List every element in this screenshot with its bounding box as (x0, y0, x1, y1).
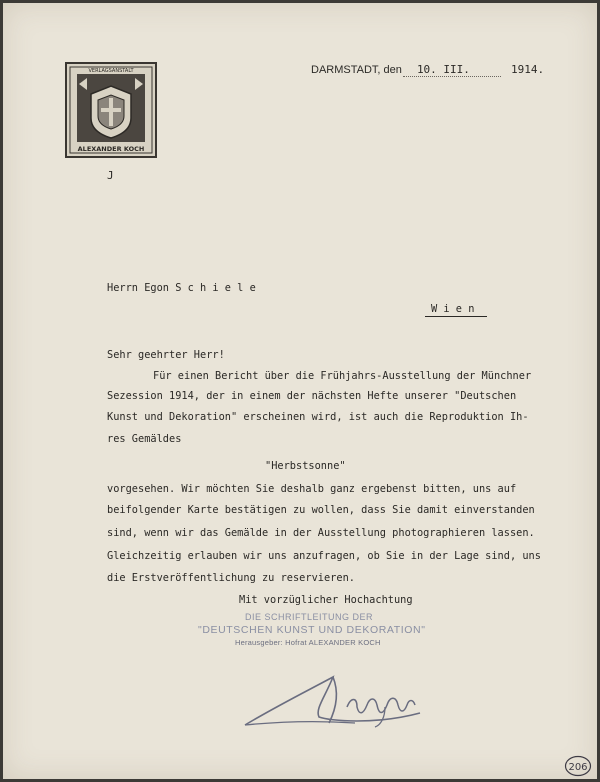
date-day: 10. III. (416, 63, 470, 76)
body-line: vorgesehen. Wir möchten Sie deshalb ganz ergebenst bitten, uns auf (107, 483, 517, 495)
body-line: Kunst und Dekoration" erscheinen wird, ist auch die Reproduktion Ih- (107, 411, 529, 423)
body-line: res Gemäldes (107, 433, 182, 445)
painting-title: "Herbstsonne" (265, 460, 346, 472)
recipient-city: W i e n (431, 303, 475, 315)
body-line: Für einen Bericht über die Frühjahrs-Ausstellung der Münchner (153, 370, 532, 382)
letterhead-place-date (311, 63, 544, 76)
stamp-line-1: DIE SCHRIFTLEITUNG DER (245, 612, 374, 622)
salutation: Sehr geehrter Herr! (107, 349, 225, 361)
body-line: beifolgender Karte bestätigen zu wollen, dass Sie damit einverstanden (107, 504, 535, 516)
body-line: Gleichzeitig erlauben wir uns anzufragen, ob Sie in der Lage sind, uns (107, 550, 541, 562)
date-dotted-line (403, 76, 501, 77)
stamp-line-3: Herausgeber: Hofrat ALEXANDER KOCH (235, 638, 381, 647)
handwritten-signature (235, 647, 435, 737)
city-underline (425, 316, 487, 317)
closing: Mit vorzüglicher Hochachtung (239, 594, 413, 606)
archive-number: 206 (568, 762, 588, 773)
reference-mark: J (107, 169, 114, 182)
recipient-name: Herrn Egon S c h i e l e (107, 282, 256, 294)
body-line: sind, wenn wir das Gemälde in der Ausstellung photographieren lassen. (107, 527, 535, 539)
body-line: die Erstveröffentlichung zu reservieren. (107, 572, 355, 584)
publisher-logo (65, 62, 157, 158)
place-label: DARMSTADT, den (311, 64, 402, 76)
archive-number-circle (564, 755, 592, 777)
logo-top-text: VERLAGSANSTALT (88, 68, 134, 74)
stamp-line-2: "DEUTSCHEN KUNST UND DEKORATION" (198, 624, 426, 636)
logo-bottom-text: ALEXANDER KOCH (77, 145, 145, 153)
date-year: 1914. (510, 63, 545, 76)
body-line: Sezession 1914, der in einem der nächsten Hefte unserer "Deutschen (107, 390, 517, 402)
